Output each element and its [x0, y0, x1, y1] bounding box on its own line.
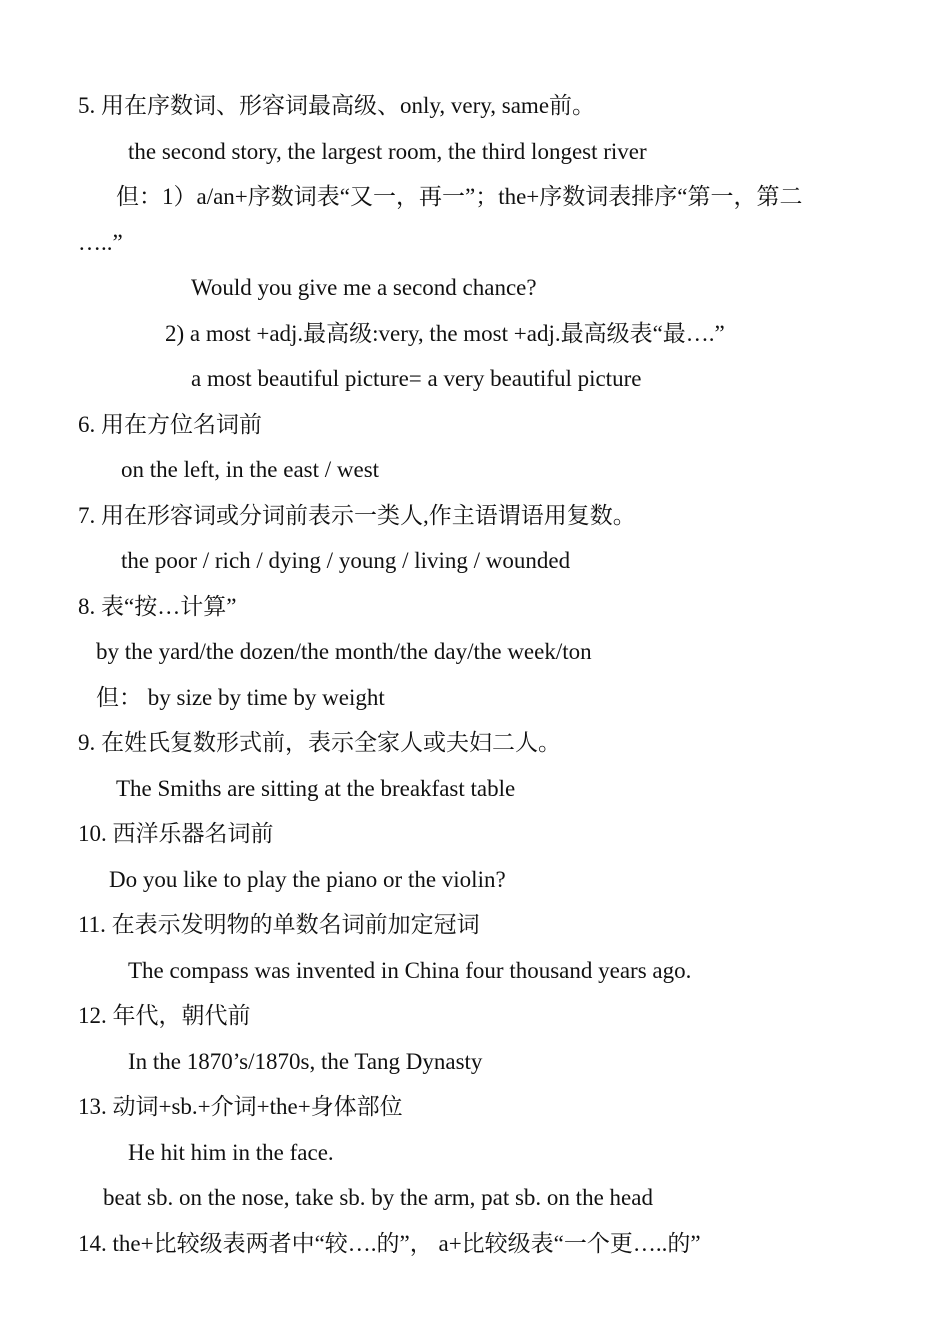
rule-12-heading: 12. 年代，朝代前: [78, 1003, 251, 1028]
rule-5-note-1: 但：1）a/an+序数词表“又一，再一”；the+序数词表排序“第一，第二: [116, 184, 803, 209]
rule-5-note-1-example: Would you give me a second chance?: [191, 275, 537, 300]
rule-9-example: The Smiths are sitting at the breakfast table: [116, 776, 516, 801]
rule-6-heading: 6. 用在方位名词前: [78, 412, 262, 437]
rule-13-example-2: beat sb. on the nose, take sb. by the arm, pat sb. on the head: [103, 1185, 653, 1210]
rule-13-heading: 13. 动词+sb.+介词+the+身体部位: [78, 1094, 403, 1119]
rule-8-example: by the yard/the dozen/the month/the day/the week/ton: [96, 639, 592, 664]
rule-13-example-1: He hit him in the face.: [128, 1140, 334, 1165]
rule-11-example: The compass was invented in China four thousand years ago.: [128, 958, 692, 983]
rule-14-heading: 14. the+比较级表两者中“较….的”， a+比较级表“一个更…..的”: [78, 1231, 701, 1256]
rule-5-heading: 5. 用在序数词、形容词最高级、only, very, same前。: [78, 93, 596, 118]
rule-8-note: 但： by size by time by weight: [96, 685, 385, 710]
rule-5-note-2: 2) a most +adj.最高级:very, the most +adj.最高级表“最….”: [165, 321, 725, 346]
rule-5-example: the second story, the largest room, the third longest river: [128, 139, 647, 164]
rule-7-example: the poor / rich / dying / young / living / wounded: [121, 548, 571, 573]
rule-5-note-2-example: a most beautiful picture= a very beautiful picture: [191, 366, 642, 391]
rule-6-example: on the left, in the east / west: [121, 457, 380, 482]
rule-10-heading: 10. 西洋乐器名词前: [78, 821, 274, 846]
rule-9-heading: 9. 在姓氏复数形式前，表示全家人或夫妇二人。: [78, 730, 561, 755]
rule-8-heading: 8. 表“按…计算”: [78, 594, 237, 619]
rule-5-note-1-continued: …..”: [78, 230, 123, 255]
rule-7-heading: 7. 用在形容词或分词前表示一类人,作主语谓语用复数。: [78, 503, 636, 528]
rule-12-example: In the 1870’s/1870s, the Tang Dynasty: [128, 1049, 483, 1074]
rule-11-heading: 11. 在表示发明物的单数名词前加定冠词: [78, 912, 480, 937]
rule-10-example: Do you like to play the piano or the violin?: [109, 867, 506, 892]
